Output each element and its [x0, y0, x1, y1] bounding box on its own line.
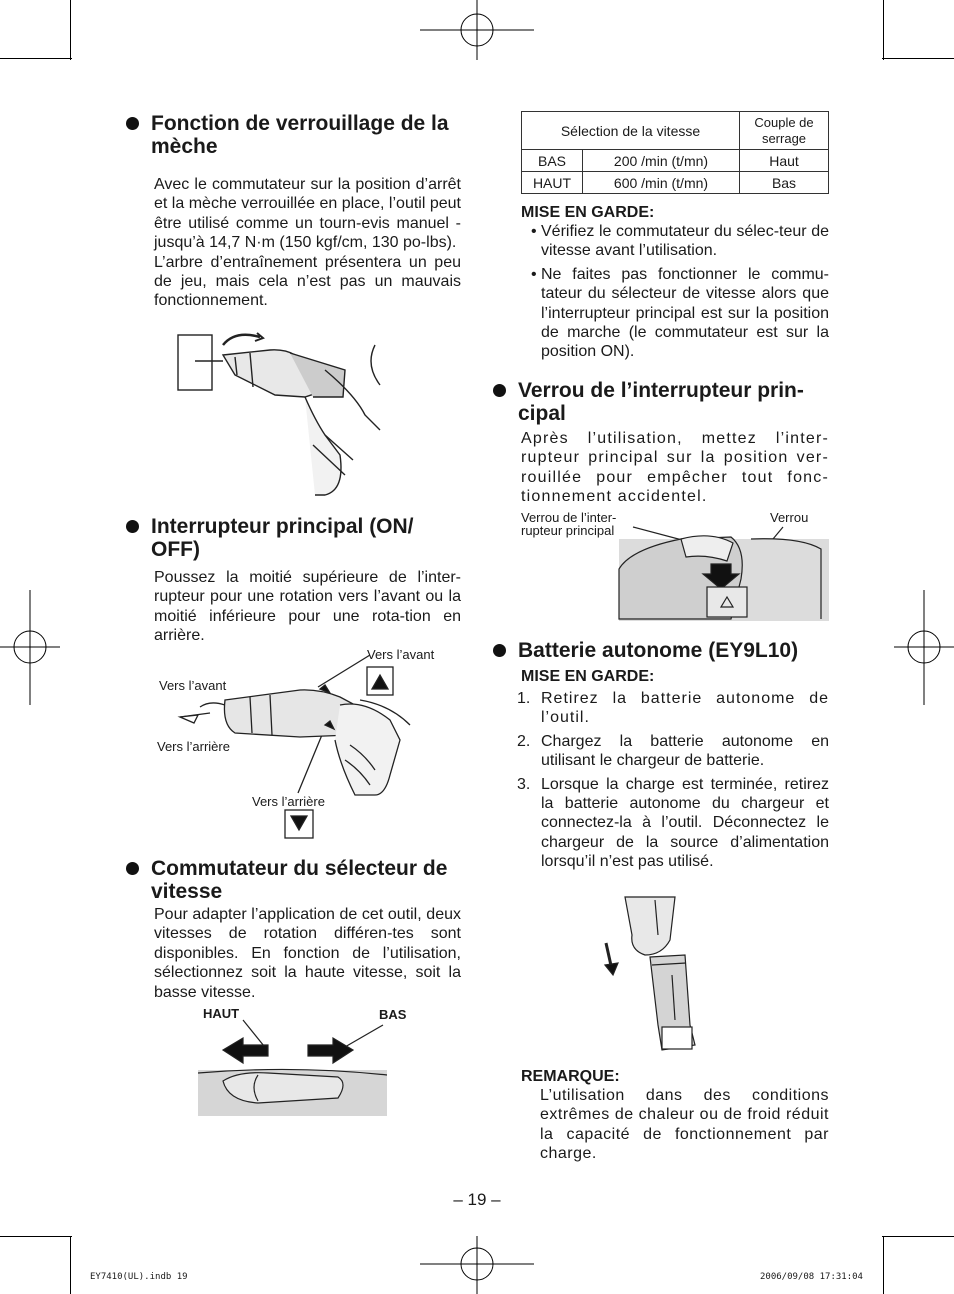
bullet-icon	[493, 644, 506, 657]
label-reverse-bottom: Vers l’arrière	[252, 794, 325, 809]
switch-illustration	[150, 645, 460, 840]
footer-date: 2006/09/08 17:31:04	[760, 1272, 863, 1282]
note-label: REMARQUE:	[521, 1068, 620, 1085]
section-heading-battery: Batterie autonome (EY9L10)	[521, 639, 829, 662]
left-column-2	[151, 515, 461, 646]
footer-file: EY7410(UL).indb 19	[90, 1272, 188, 1282]
left-column	[151, 112, 461, 311]
switch-lock-illustration	[521, 509, 829, 621]
label-switch-lock: Verrou de l’inter-rupteur principal	[521, 510, 617, 538]
section-heading-speed-selector: Commutateur du sélecteur de vitesse	[154, 857, 461, 903]
section-heading-bit-lock: Fonction de verrouillage de la mèche	[154, 112, 461, 158]
list-item: • Vérifiez le commutateur du sélec-teur de vitesse avant l’utilisation.	[521, 222, 829, 261]
bit-lock-note: L’arbre d’entraînement présentera un peu de jeu, mais cela n’est pas un mauvais fonctionnement.	[154, 253, 461, 310]
label-high: HAUT	[203, 1006, 240, 1021]
table-row: BAS 200 /min (t/mn) Haut	[522, 150, 829, 172]
label-forward-left: Vers l’avant	[159, 678, 227, 693]
table-header-speed: Sélection de la vitesse	[522, 112, 740, 150]
label-lock: Verrou	[770, 510, 809, 525]
bit-lock-paragraph: Avec le commutateur sur la position d’arrêt et la mèche verrouillée en place, l’outil peut être utilisé comme un tourn-evis manuel - jusqu’à 14,7 N·m (150 kgf/cm, 130 po-lbs).	[154, 176, 461, 252]
section-heading-switch-lock: Verrou de l’interrupteur prin-cipal	[521, 379, 829, 425]
right-column-note	[521, 1067, 829, 1164]
bullet-icon	[493, 384, 506, 397]
right-column-battery	[517, 639, 829, 876]
list-item: 1. Retirez la batterie autonome de l’outil.	[517, 690, 829, 727]
page-number: – 19 –	[453, 1190, 501, 1209]
speed-selector-paragraph: Pour adapter l’application de cet outil, deux vitesses de rotation différen-tes sont disponibles. En fonction de l’utilisation, sélectionnez soit la haute vitesse, soit la basse vitesse.	[154, 906, 461, 1001]
right-column-switch-lock	[518, 379, 829, 507]
bullet-icon	[126, 862, 139, 875]
bullet-icon	[126, 117, 139, 130]
right-column-caution	[521, 203, 829, 366]
label-low: BAS	[379, 1007, 407, 1022]
table-row: HAUT 600 /min (t/mn) Bas	[522, 172, 829, 194]
bullet-icon	[126, 520, 139, 533]
battery-steps	[517, 689, 829, 872]
switch-lock-paragraph: Après l’utilisation, mettez l’inter-rupteur principal sur la position ver-rouillée pour empêcher tout fonc-tionnement accidentel.	[521, 430, 829, 506]
section-heading-main-switch: Interrupteur principal (ON/ OFF)	[154, 515, 461, 561]
list-item: 2. Chargez la batterie autonome en utilisant le chargeur de batterie.	[517, 732, 829, 770]
label-reverse-left: Vers l’arrière	[157, 739, 230, 754]
battery-illustration	[600, 895, 710, 1065]
main-switch-paragraph: Poussez la moitié supérieure de l’inter-rupteur pour une rotation vers l’avant ou la moitié inférieure pour une rota-tion en arrière.	[154, 569, 461, 645]
list-item: 3. Lorsque la charge est terminée, retirez la batterie autonome du chargeur et connectez-la à l’outil. Déconnectez le chargeur de la source d’alimentation lorsqu’il n’est pas utilisé.	[517, 775, 829, 871]
speed-selector-illustration	[198, 1003, 410, 1118]
label-forward-right: Vers l’avant	[367, 647, 435, 662]
caution-label: MISE EN GARDE:	[521, 204, 655, 221]
table-header-torque: Couple de serrage	[740, 112, 829, 150]
left-column-3	[151, 857, 461, 1002]
speed-table	[521, 111, 829, 194]
list-item: • Ne faites pas fonctionner le commu-tateur du sélecteur de vitesse alors que l’interrupteur principal est sur la position de marche (le commutateur est sur la position ON).	[521, 265, 829, 362]
bit-lock-illustration	[175, 325, 410, 500]
note-text: L’utilisation dans des conditions extrêmes de chaleur ou de froid réduit la capacité de fonctionnement par charge.	[540, 1087, 829, 1163]
caution-list	[521, 222, 829, 362]
battery-caution-label: MISE EN GARDE:	[521, 668, 655, 685]
